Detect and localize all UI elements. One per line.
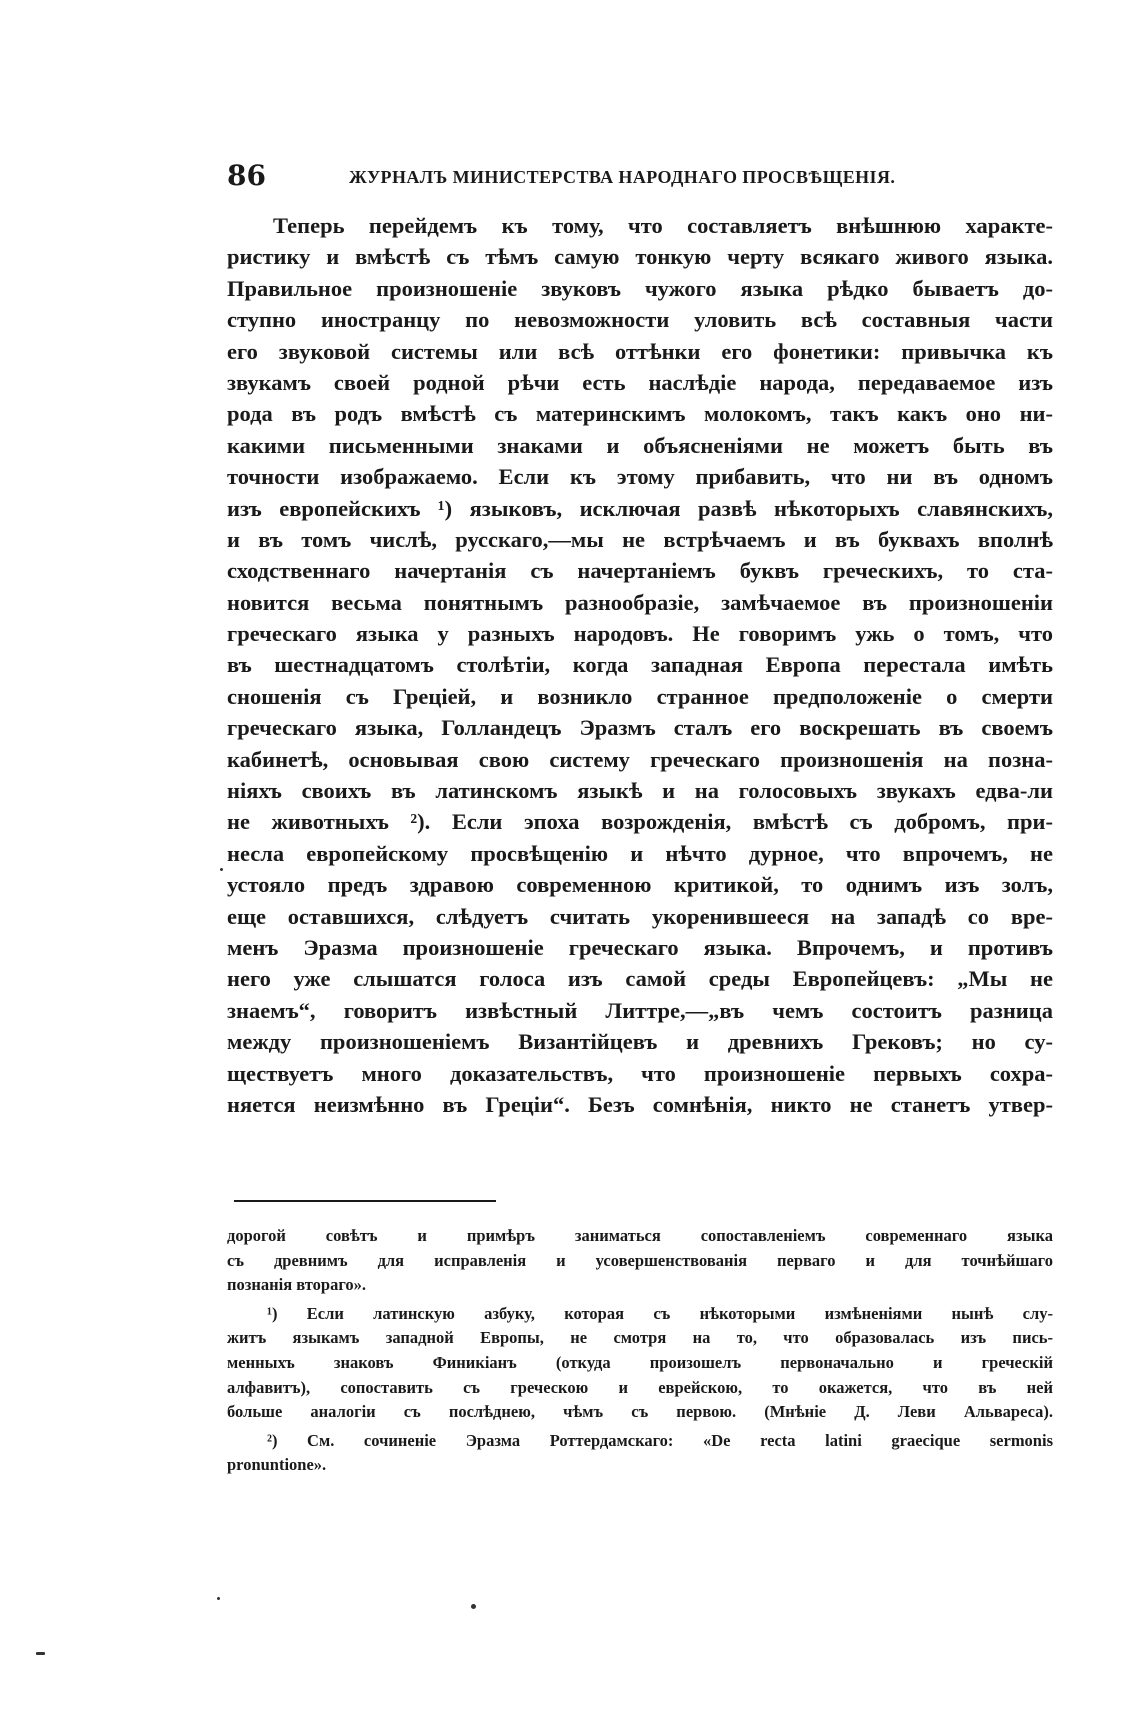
footnote-2-line: pronuntione». — [227, 1455, 327, 1475]
text-line: и въ томъ числѣ, русскаго,—мы не встрѣчаемъ и въ буквахъ вполнѣ — [227, 526, 1053, 552]
page-number: 86 — [227, 159, 266, 192]
text-line: сходственнаго начертанія съ начертаніемъ буквъ греческихъ, то ста- — [227, 558, 1053, 584]
footnote-1-line: ¹) Если латинскую азбуку, которая съ нѣкоторыми измѣненіями нынѣ слу- — [267, 1303, 1053, 1323]
footnote-continuation-line: съ древнимъ для исправленія и усовершенствованія перваго и для точнѣйшаго — [227, 1250, 1053, 1270]
text-line: несла европейскому просвѣщенію и нѣчто дурное, что впрочемъ, не — [227, 840, 1053, 866]
text-line: греческаго языка у разныхъ народовъ. Не говоримъ ужь о томъ, что — [227, 621, 1053, 647]
text-line: между произношеніемъ Византійцевъ и древнихъ Грековъ; но су- — [227, 1029, 1053, 1055]
text-line: ступно иностранцу по невозможности уловить всѣ составныя части — [227, 307, 1053, 333]
text-line: какими письменными знаками и объясненіями не можетъ быть въ — [227, 432, 1053, 458]
text-line: греческаго языка, Голландецъ Эразмъ сталъ его воскрешать въ своемъ — [227, 715, 1053, 741]
text-line: въ шестнадцатомъ столѣтіи, когда западная Европа перестала имѣть — [227, 652, 1053, 678]
text-line: Теперь перейдемъ къ тому, что составляетъ внѣшнюю характе- — [273, 213, 1053, 238]
text-line: Правильное произношеніе звуковъ чужого языка рѣдко бываетъ до- — [227, 275, 1053, 301]
text-line: него уже слышатся голоса изъ самой среды Европейцевъ: „Мы не — [227, 966, 1053, 992]
footnote-1-line: больше аналогіи съ послѣднею, чѣмъ съ первою. (Мнѣніе Д. Леви Альвареса). — [227, 1402, 1053, 1422]
print-speck — [220, 868, 223, 871]
text-line: изъ европейскихъ ¹) языковъ, исключая развѣ нѣкоторыхъ славянскихъ, — [227, 495, 1053, 521]
text-line: менъ Эразма произношеніе греческаго языка. Впрочемъ, и противъ — [227, 934, 1053, 960]
text-line: еще оставшихся, слѣдуетъ считать укоренившееся на западѣ со вре- — [227, 903, 1053, 929]
text-line: ществуетъ много доказательствъ, что произношеніе первыхъ сохра- — [227, 1060, 1053, 1086]
text-line: новится весьма понятнымъ разнообразіе, замѣчаемое въ произношеніи — [227, 589, 1053, 615]
text-line: сношенія съ Греціей, и возникло странное предположеніе о смерти — [227, 683, 1053, 709]
footnote-2-line: ²) См. сочиненіе Эразма Роттердамскаго: «De recta latini graecique sermonis — [267, 1430, 1053, 1450]
footnotes — [227, 1224, 1053, 1478]
page-header — [227, 158, 1053, 198]
footnote-1-line: менныхъ знаковъ Финикіанъ (откуда произошелъ первоначально и греческій — [227, 1352, 1053, 1372]
footnote-continuation-line: дорогой совѣтъ и примѣръ заниматься сопоставленіемъ современнаго языка — [227, 1226, 1053, 1245]
text-line: ристику и вмѣстѣ съ тѣмъ самую тонкую черту всякаго живого языка. — [227, 244, 1053, 270]
print-speck — [217, 1597, 220, 1600]
main-text — [227, 210, 1053, 1120]
footnote-1-line: алфавитъ), сопоставить съ греческою и еврейскою, то окажется, что въ ней — [227, 1377, 1053, 1397]
footnote-continuation-line: познанія втораго». — [227, 1275, 367, 1295]
text-line: знаемъ“, говоритъ извѣстный Литтре,—„въ чемъ состоитъ разница — [227, 997, 1053, 1023]
running-head: ЖУРНАЛЪ МИНИСТЕРСТВА НАРОДНАГО ПРОСВѢЩЕНІЯ. — [349, 167, 896, 187]
print-speck — [36, 1652, 45, 1655]
text-line: не животныхъ ²). Если эпоха возрожденія, вмѣстѣ съ добромъ, при- — [227, 809, 1053, 835]
text-line: няется неизмѣнно въ Греціи“. Безъ сомнѣнія, никто не станетъ утвер- — [227, 1091, 1053, 1117]
text-line: его звуковой системы или всѣ оттѣнки его фонетики: привычка къ — [227, 338, 1053, 364]
text-line: кабинетѣ, основывая свою систему греческаго произношенія на позна- — [227, 746, 1053, 772]
footnote-1-line: житъ языкамъ западной Европы, не смотря на то, что образовалась изъ пись- — [227, 1328, 1053, 1348]
footnote-divider — [234, 1200, 496, 1202]
print-speck — [471, 1604, 476, 1609]
text-line: устояло предъ здравою современною критикой, то однимъ изъ золъ, — [227, 872, 1053, 898]
text-line: звукамъ своей родной рѣчи есть наслѣдіе народа, передаваемое изъ — [227, 369, 1053, 395]
text-line: рода въ родъ вмѣстѣ съ материнскимъ молокомъ, такъ какъ оно ни- — [227, 401, 1053, 427]
text-line: ніяхъ своихъ въ латинскомъ языкѣ и на голосовыхъ звукахъ едва-ли — [227, 778, 1053, 804]
text-line: точности изображаемо. Если къ этому прибавить, что ни въ одномъ — [227, 464, 1053, 490]
